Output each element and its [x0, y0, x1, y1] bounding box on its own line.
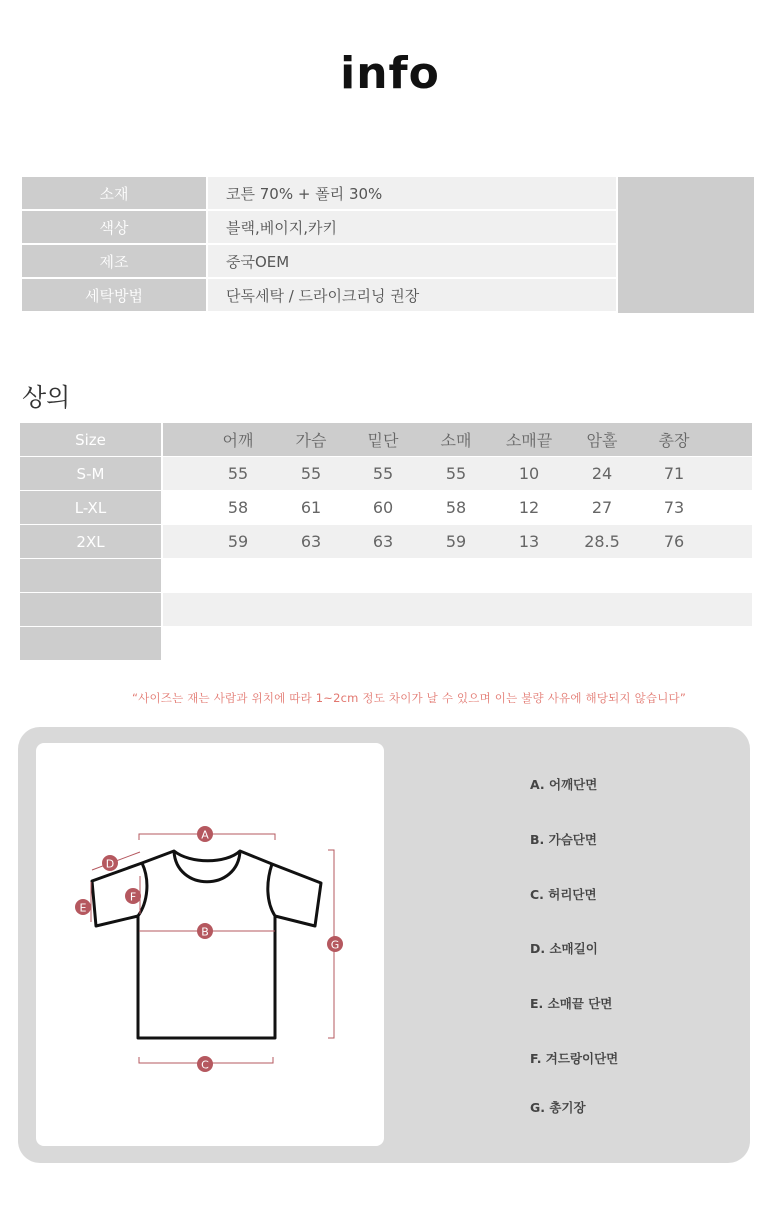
- size-value: 63: [372, 532, 394, 551]
- size-header-label: Size: [20, 423, 161, 456]
- marker-f: [125, 888, 141, 904]
- size-value: 13: [518, 532, 540, 551]
- column-header: 밑단: [367, 431, 399, 450]
- info-label: 세탁방법: [22, 279, 206, 311]
- size-label: S-M: [20, 457, 161, 490]
- size-value: 76: [663, 532, 685, 551]
- size-value: 12: [518, 498, 540, 517]
- size-value: 71: [663, 464, 685, 483]
- marker-g: [327, 936, 343, 952]
- size-label: L-XL: [20, 491, 161, 524]
- size-value: 73: [663, 498, 685, 517]
- size-value: 59: [445, 532, 467, 551]
- info-value: 단독세탁 / 드라이크리닝 권장: [208, 279, 616, 311]
- size-value: 58: [227, 498, 249, 517]
- legend-item-e: E. 소매끝 단면: [530, 996, 613, 1011]
- size-value: 55: [300, 464, 322, 483]
- size-value: 60: [372, 498, 394, 517]
- info-value: 중국OEM: [208, 245, 616, 277]
- legend-item-a: A. 어깨단면: [530, 777, 598, 792]
- marker-label: F: [129, 890, 137, 904]
- size-value: 61: [300, 498, 322, 517]
- tshirt-armhole-left: [138, 863, 147, 916]
- size-value: 27: [591, 498, 613, 517]
- column-header: 가슴: [295, 431, 327, 450]
- marker-label: B: [201, 925, 209, 939]
- legend-item-b: B. 가슴단면: [530, 832, 597, 847]
- info-label: 소재: [22, 177, 206, 209]
- size-value: 63: [300, 532, 322, 551]
- info-value: 블랙,베이지,카키: [208, 211, 616, 243]
- size-notice: “사이즈는 재는 사람과 위치에 따라 1~2cm 정도 차이가 날 수 있으며 이는 불량 사유에 해당되지 않습니다”: [132, 691, 686, 705]
- size-value: 10: [518, 464, 540, 483]
- column-header: 암홀: [586, 431, 618, 450]
- marker-c: [197, 1056, 213, 1072]
- legend-item-f: F. 겨드랑이단면: [530, 1051, 619, 1066]
- size-value: 24: [591, 464, 613, 483]
- marker-b: [197, 923, 213, 939]
- size-value: 28.5: [584, 532, 620, 551]
- marker-label: A: [201, 828, 209, 842]
- marker-label: E: [79, 901, 87, 915]
- tshirt-armhole-right: [268, 864, 275, 916]
- legend-item-c: C. 허리단면: [530, 887, 597, 902]
- size-value: 55: [227, 464, 249, 483]
- column-header: 소매끝: [505, 431, 553, 450]
- size-value: 55: [372, 464, 394, 483]
- marker-e: [75, 899, 91, 915]
- size-value: 58: [445, 498, 467, 517]
- size-value: 59: [227, 532, 249, 551]
- size-value: 55: [445, 464, 467, 483]
- tshirt-outline: [92, 851, 321, 1038]
- info-label: 색상: [22, 211, 206, 243]
- marker-label: C: [201, 1058, 209, 1072]
- info-label: 제조: [22, 245, 206, 277]
- marker-d: [102, 855, 118, 871]
- info-value: 코튼 70% + 폴리 30%: [208, 177, 616, 209]
- size-section-title: 상의: [22, 383, 71, 412]
- legend-item-g: G. 총기장: [530, 1100, 586, 1115]
- marker-a: [197, 826, 213, 842]
- size-label: 2XL: [20, 525, 161, 558]
- column-header: 총장: [658, 431, 690, 450]
- marker-label: D: [105, 857, 115, 871]
- column-header: 어깨: [222, 431, 254, 450]
- page-title: info: [340, 48, 440, 99]
- column-header: 소매: [440, 431, 472, 450]
- marker-label: G: [330, 938, 340, 952]
- legend-item-d: D. 소매길이: [530, 941, 598, 956]
